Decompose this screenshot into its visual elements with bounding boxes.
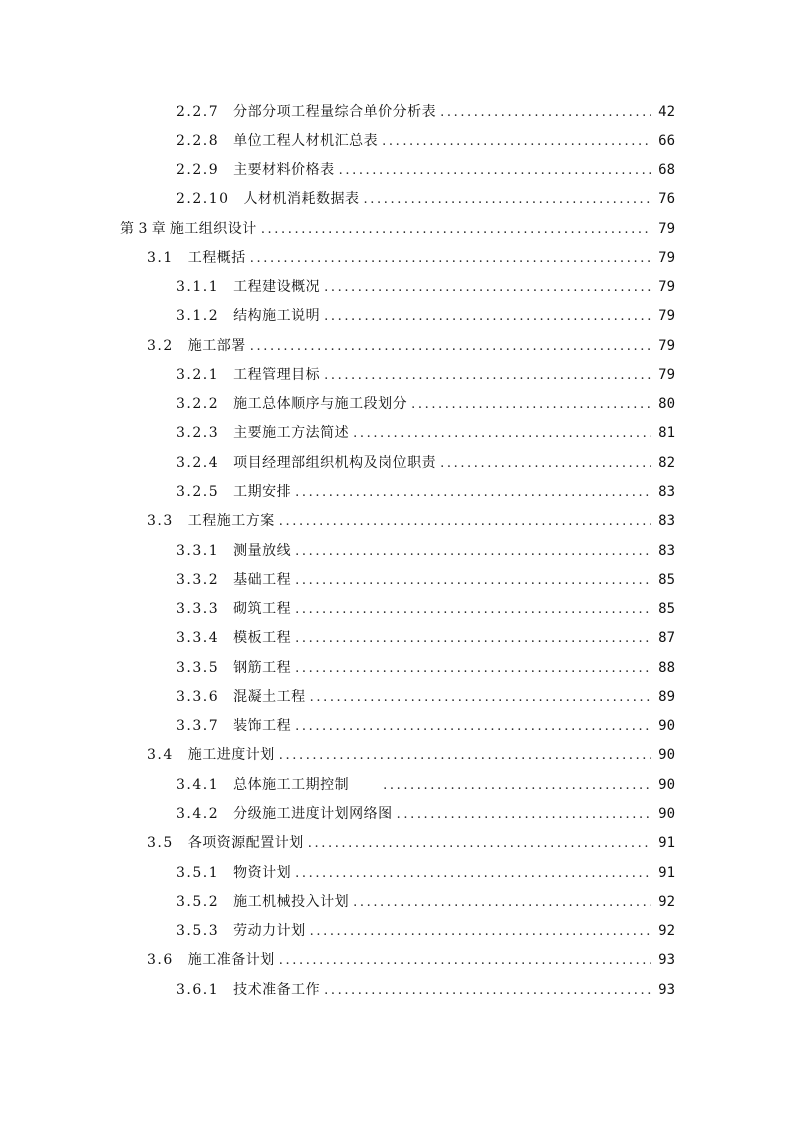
dot-leader: [382, 127, 651, 156]
toc-number: 3.1.1: [176, 279, 220, 295]
toc-title: 技术准备工作: [233, 982, 321, 998]
dot-leader: [295, 478, 651, 507]
dot-leader: [295, 859, 651, 888]
toc-entry[interactable]: [176, 273, 675, 302]
toc-entry[interactable]: [176, 595, 675, 624]
toc-title: 装饰工程: [233, 718, 292, 734]
toc-entry[interactable]: [176, 566, 675, 595]
toc-entry[interactable]: [176, 654, 675, 683]
toc-number: 2.2.8: [176, 133, 220, 149]
toc-title: 项目经理部组织机构及岗位职责: [233, 455, 437, 471]
toc-page-number: 79: [658, 250, 675, 266]
toc-title: 施工进度计划: [187, 747, 275, 763]
toc-title: 测量放线: [233, 543, 292, 559]
toc-entry[interactable]: [176, 683, 675, 712]
toc-page-number: 85: [658, 601, 675, 617]
toc-page-number: 90: [658, 777, 675, 793]
dot-leader: [440, 449, 651, 478]
toc-title: 总体施工工期控制: [233, 777, 350, 793]
toc-page-number: 79: [658, 279, 675, 295]
toc-page-number: 82: [658, 455, 675, 471]
toc-title: 混凝土工程: [233, 689, 306, 705]
toc-page-number: 66: [658, 133, 675, 149]
toc-entry[interactable]: [176, 888, 675, 917]
toc-entry[interactable]: [147, 741, 675, 770]
toc-entry[interactable]: [147, 507, 675, 536]
toc-page-number: 91: [658, 865, 675, 881]
dot-leader: [339, 156, 651, 185]
toc-number: 3.3.2: [176, 572, 220, 588]
toc-title: 施工组织设计: [169, 221, 257, 237]
toc-number: 3.2.1: [176, 367, 220, 383]
toc-entry[interactable]: [176, 917, 675, 946]
toc-page-number: 79: [658, 367, 675, 383]
dot-leader: [295, 537, 651, 566]
toc-title: 物资计划: [233, 865, 292, 881]
dot-leader: [279, 946, 651, 975]
toc-title: 工程管理目标: [233, 367, 321, 383]
toc-number: 3.1: [147, 250, 174, 266]
toc-entry[interactable]: [147, 244, 675, 273]
dot-leader: [295, 654, 651, 683]
toc-title: 模板工程: [233, 630, 292, 646]
dot-leader: [364, 185, 651, 214]
dot-leader: [353, 419, 651, 448]
toc-page-number: 79: [658, 308, 675, 324]
toc-number: 3.3.3: [176, 601, 220, 617]
toc-entry[interactable]: [176, 98, 675, 127]
toc-number: 3.5.3: [176, 923, 220, 939]
toc-page-number: 83: [658, 543, 675, 559]
dot-leader: [250, 244, 651, 273]
toc-number: 3.1.2: [176, 308, 220, 324]
dot-leader: [308, 829, 651, 858]
toc-page-number: 90: [658, 806, 675, 822]
toc-number: 3.5.2: [176, 894, 220, 910]
toc-entry[interactable]: [176, 537, 675, 566]
dot-leader: [295, 712, 651, 741]
toc-entry[interactable]: [176, 419, 675, 448]
toc-number: 3.2.4: [176, 455, 220, 471]
dot-leader: [324, 976, 651, 1005]
toc-page-number: 80: [658, 396, 675, 412]
toc-entry[interactable]: [176, 390, 675, 419]
dot-leader: [324, 361, 651, 390]
toc-title: 施工准备计划: [187, 952, 275, 968]
toc-page-number: 83: [658, 484, 675, 500]
toc-title: 工程概括: [187, 250, 246, 266]
toc-page-number: 89: [658, 689, 675, 705]
toc-entry[interactable]: [176, 156, 675, 185]
toc-entry[interactable]: [176, 302, 675, 331]
toc-number: 3.2.5: [176, 484, 220, 500]
dot-leader: [295, 624, 651, 653]
toc-title: 各项资源配置计划: [187, 835, 304, 851]
dot-leader: [295, 595, 651, 624]
toc-page-number: 91: [658, 835, 675, 851]
toc-entry[interactable]: [176, 185, 675, 214]
toc-entry[interactable]: [147, 829, 675, 858]
toc-title: 工程施工方案: [187, 513, 275, 529]
toc-entry[interactable]: [176, 859, 675, 888]
toc-entry[interactable]: [176, 361, 675, 390]
toc-page-number: 83: [658, 513, 675, 529]
toc-number: 2.2.9: [176, 162, 220, 178]
toc-number: 3.5.1: [176, 865, 220, 881]
dot-leader: [397, 800, 651, 829]
toc-entry[interactable]: [176, 771, 675, 800]
toc-number: 3.5: [147, 835, 174, 851]
toc-page-number: 81: [658, 425, 675, 441]
dot-leader: [250, 332, 651, 361]
toc-page-number: 79: [658, 221, 675, 237]
toc-title: 工程建设概况: [233, 279, 321, 295]
toc-title: 劳动力计划: [233, 923, 306, 939]
toc-number: 3.2: [147, 338, 174, 354]
toc-number: 3.4.2: [176, 806, 220, 822]
toc-page-number: 88: [658, 660, 675, 676]
dot-leader: [324, 273, 651, 302]
toc-number: 3.3.4: [176, 630, 220, 646]
toc-number: 3.3.7: [176, 718, 220, 734]
toc-page-number: 42: [658, 104, 675, 120]
toc-entry[interactable]: [176, 712, 675, 741]
toc-entry[interactable]: [176, 478, 675, 507]
toc-number: 3.3.1: [176, 543, 220, 559]
dot-leader: [310, 683, 651, 712]
dot-leader: [353, 888, 651, 917]
toc-title: 分级施工进度计划网络图: [233, 806, 393, 822]
toc-title: 钢筋工程: [233, 660, 292, 676]
toc-title: 单位工程人材机汇总表: [233, 133, 379, 149]
toc-number: 3.2.3: [176, 425, 220, 441]
dot-leader: [383, 771, 651, 800]
toc-number: 3.6.1: [176, 982, 220, 998]
toc-page-number: 93: [658, 952, 675, 968]
dot-leader: [295, 566, 651, 595]
toc-number: 3.2.2: [176, 396, 220, 412]
toc-number: 第 3 章: [120, 221, 166, 237]
dot-leader: [324, 302, 651, 331]
dot-leader: [440, 98, 651, 127]
toc-page-number: 92: [658, 923, 675, 939]
toc-number: 2.2.10: [176, 191, 230, 207]
toc-entry[interactable]: [176, 800, 675, 829]
dot-leader: [261, 215, 651, 244]
toc-page-number: 87: [658, 630, 675, 646]
toc-number: 2.2.7: [176, 104, 220, 120]
toc-number: 3.3: [147, 513, 174, 529]
toc-title: 工期安排: [233, 484, 292, 500]
dot-leader: [310, 917, 651, 946]
toc-entry[interactable]: [147, 946, 675, 975]
toc-number: 3.6: [147, 952, 174, 968]
dot-leader: [279, 507, 651, 536]
toc-number: 3.4.1: [176, 777, 220, 793]
toc-title: 施工部署: [187, 338, 246, 354]
toc-page-number: 76: [658, 191, 675, 207]
toc-page-number: 92: [658, 894, 675, 910]
toc-title: 主要材料价格表: [233, 162, 335, 178]
toc-title: 基础工程: [233, 572, 292, 588]
toc-title: 主要施工方法简述: [233, 425, 350, 441]
toc-title: 砌筑工程: [233, 601, 292, 617]
toc-number: 3.3.5: [176, 660, 220, 676]
toc-page-number: 79: [658, 338, 675, 354]
toc-page-number: 85: [658, 572, 675, 588]
toc-entry[interactable]: [147, 332, 675, 361]
toc-entry[interactable]: [176, 624, 675, 653]
toc-entry[interactable]: [176, 449, 675, 478]
toc-title: 结构施工说明: [233, 308, 321, 324]
toc-number: 3.3.6: [176, 689, 220, 705]
toc-entry[interactable]: [176, 976, 675, 1005]
toc-page-number: 68: [658, 162, 675, 178]
toc-page-number: 90: [658, 718, 675, 734]
toc-title: 分部分项工程量综合单价分析表: [233, 104, 437, 120]
toc-title: 施工总体顺序与施工段划分: [233, 396, 408, 412]
toc-title: 施工机械投入计划: [233, 894, 350, 910]
dot-leader: [411, 390, 651, 419]
dot-leader: [279, 741, 651, 770]
toc-entry[interactable]: [176, 127, 675, 156]
toc-number: 3.4: [147, 747, 174, 763]
toc-entry-chapter[interactable]: [120, 215, 675, 244]
toc-page-number: 90: [658, 747, 675, 763]
toc-page-number: 93: [658, 982, 675, 998]
toc-title: 人材机消耗数据表: [243, 191, 360, 207]
